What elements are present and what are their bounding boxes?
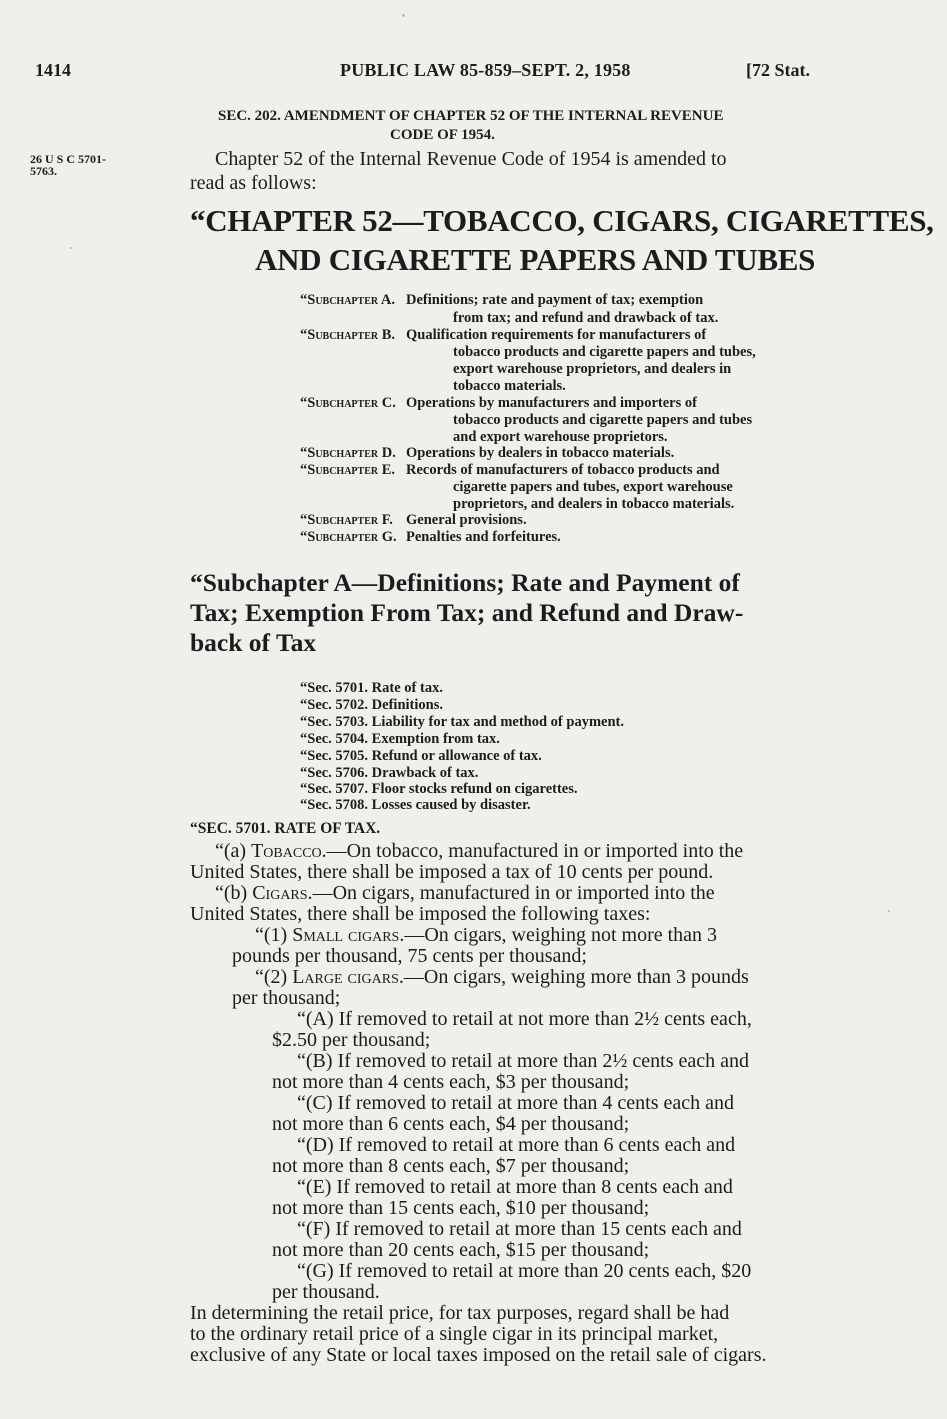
- section-heading-continued: CODE OF 1954.: [390, 127, 495, 143]
- section-list-item: “Sec. 5703. Liability for tax and method of payment.: [300, 714, 624, 730]
- section-heading: SEC. 202. AMENDMENT OF CHAPTER 52 OF THE INTERNAL REVENUE: [218, 108, 724, 124]
- subchapter-title: Qualification requirements for manufacturers of: [406, 327, 707, 343]
- paragraph-a-marker: “(a): [215, 840, 252, 862]
- paragraph-b-continued: United States, there shall be imposed the following taxes:: [190, 903, 651, 925]
- paragraph-1-text: —On cigars, weighing not more than 3: [404, 924, 718, 946]
- subparagraph-G-continued: per thousand.: [272, 1281, 380, 1303]
- chapter-title: “CHAPTER 52—TOBACCO, CIGARS, CIGARETTES,: [190, 203, 934, 238]
- subparagraph-A: “(A) If removed to retail at not more than 2½ cents each,: [297, 1008, 752, 1030]
- paragraph-b-caption: Cigars.: [252, 882, 313, 904]
- paragraph-a-caption: Tobacco.: [251, 840, 327, 862]
- subparagraph-G: “(G) If removed to retail at more than 20 cents each, $20: [297, 1260, 752, 1282]
- paragraph-2-caption: Large cigars.: [292, 966, 404, 988]
- subchapter-title: export warehouse proprietors, and dealers in: [453, 361, 732, 377]
- paragraph-2: [255, 966, 749, 989]
- subchapter-title: tobacco materials.: [453, 378, 566, 394]
- subchapter-label: “Subchapter F.: [300, 512, 393, 528]
- subchapter-title: Operations by dealers in tobacco materials.: [406, 445, 675, 461]
- intro-text: Chapter 52 of the Internal Revenue Code of 1954 is amended to: [215, 148, 727, 170]
- subchapter-title: Definitions; rate and payment of tax; exemption: [406, 292, 704, 308]
- section-list-item: “Sec. 5702. Definitions.: [300, 697, 443, 713]
- scan-speck: [888, 910, 890, 912]
- paragraph-a-text: —On tobacco, manufactured in or imported into the: [326, 840, 744, 862]
- subparagraph-D: “(D) If removed to retail at more than 6 cents each and: [297, 1134, 736, 1156]
- subchapter-title: Operations by manufacturers and importers of: [406, 395, 697, 411]
- subchapter-title: and export warehouse proprietors.: [453, 429, 668, 445]
- intro-text-continued: read as follows:: [190, 172, 317, 194]
- paragraph-2-marker: “(2): [255, 966, 293, 988]
- paragraph-1: [255, 924, 717, 947]
- statute-reference: [72 Stat.: [746, 60, 810, 80]
- page-number: 1414: [35, 60, 71, 80]
- subchapter-label: “Subchapter B.: [300, 327, 396, 343]
- subparagraph-C-continued: not more than 6 cents each, $4 per thousand;: [272, 1113, 630, 1135]
- subchapter-title: Records of manufacturers of tobacco products and: [406, 462, 720, 478]
- subparagraph-E: “(E) If removed to retail at more than 8 cents each and: [297, 1176, 733, 1198]
- subchapter-label: “Subchapter C.: [300, 395, 396, 411]
- margin-note-continued: 5763.: [30, 164, 57, 178]
- subparagraph-E-continued: not more than 15 cents each, $10 per thousand;: [272, 1197, 650, 1219]
- subparagraph-B: “(B) If removed to retail at more than 2½ cents each and: [297, 1050, 750, 1072]
- running-head: PUBLIC LAW 85-859–SEPT. 2, 1958: [340, 60, 631, 80]
- section-list-item: “Sec. 5706. Drawback of tax.: [300, 765, 479, 781]
- paragraph-a: [215, 840, 743, 863]
- section-list-item: “Sec. 5704. Exemption from tax.: [300, 731, 500, 747]
- subparagraph-C: “(C) If removed to retail at more than 4 cents each and: [297, 1092, 735, 1114]
- paragraph-2-text: —On cigars, weighing more than 3 pounds: [403, 966, 749, 988]
- paragraph-2-continued: per thousand;: [232, 987, 341, 1009]
- subchapter-title: General provisions.: [406, 512, 527, 528]
- paragraph-1-marker: “(1): [255, 924, 293, 946]
- section-list-item: “Sec. 5707. Floor stocks refund on cigarettes.: [300, 781, 578, 797]
- paragraph-1-continued: pounds per thousand, 75 cents per thousand;: [232, 945, 587, 967]
- scan-speck: [70, 247, 72, 249]
- subparagraph-F-continued: not more than 20 cents each, $15 per thousand;: [272, 1239, 650, 1261]
- subchapter-title: Penalties and forfeitures.: [406, 529, 561, 545]
- subchapter-label: “Subchapter D.: [300, 445, 396, 461]
- subchapter-title: tobacco products and cigarette papers and tubes: [453, 412, 753, 428]
- subparagraph-A-continued: $2.50 per thousand;: [272, 1029, 431, 1051]
- paragraph-a-continued: United States, there shall be imposed a tax of 10 cents per pound.: [190, 861, 714, 883]
- subchapter-title: cigarette papers and tubes, export warehouse: [453, 479, 733, 495]
- subparagraph-B-continued: not more than 4 cents each, $3 per thousand;: [272, 1071, 630, 1093]
- closing-text-continued: exclusive of any State or local taxes imposed on the retail sale of cigars.: [190, 1344, 767, 1366]
- paragraph-b: [215, 882, 715, 905]
- subchapter-title: from tax; and refund and drawback of tax.: [453, 310, 719, 326]
- section-list-item: “Sec. 5701. Rate of tax.: [300, 680, 443, 696]
- subparagraph-F: “(F) If removed to retail at more than 15 cents each and: [297, 1218, 742, 1240]
- margin-note: 26 U S C 5701-: [30, 152, 107, 166]
- paragraph-b-text: —On cigars, manufactured in or imported into the: [312, 882, 715, 904]
- subparagraph-D-continued: not more than 8 cents each, $7 per thousand;: [272, 1155, 630, 1177]
- paragraph-1-caption: Small cigars.: [292, 924, 405, 946]
- section-list-item: “Sec. 5708. Losses caused by disaster.: [300, 797, 531, 813]
- subchapter-heading: “Subchapter A—Definitions; Rate and Payment of: [190, 568, 740, 597]
- section-5701-heading: “SEC. 5701. RATE OF TAX.: [190, 820, 381, 837]
- section-list-item: “Sec. 5705. Refund or allowance of tax.: [300, 748, 542, 764]
- closing-text-continued: to the ordinary retail price of a single cigar in its principal market,: [190, 1323, 719, 1345]
- subchapter-heading-continued: Tax; Exemption From Tax; and Refund and Draw-: [190, 598, 744, 627]
- subchapter-heading-continued: back of Tax: [190, 628, 317, 657]
- subchapter-title: tobacco products and cigarette papers and tubes,: [453, 344, 756, 360]
- subchapter-label: “Subchapter G.: [300, 529, 397, 545]
- subchapter-label: “Subchapter A.: [300, 292, 396, 308]
- subchapter-title: proprietors, and dealers in tobacco materials.: [453, 496, 735, 512]
- chapter-title-continued: AND CIGARETTE PAPERS AND TUBES: [255, 242, 816, 277]
- scan-speck: [402, 14, 405, 17]
- subchapter-label: “Subchapter E.: [300, 462, 396, 478]
- paragraph-b-marker: “(b): [215, 882, 253, 904]
- closing-text: In determining the retail price, for tax purposes, regard shall be had: [190, 1302, 730, 1324]
